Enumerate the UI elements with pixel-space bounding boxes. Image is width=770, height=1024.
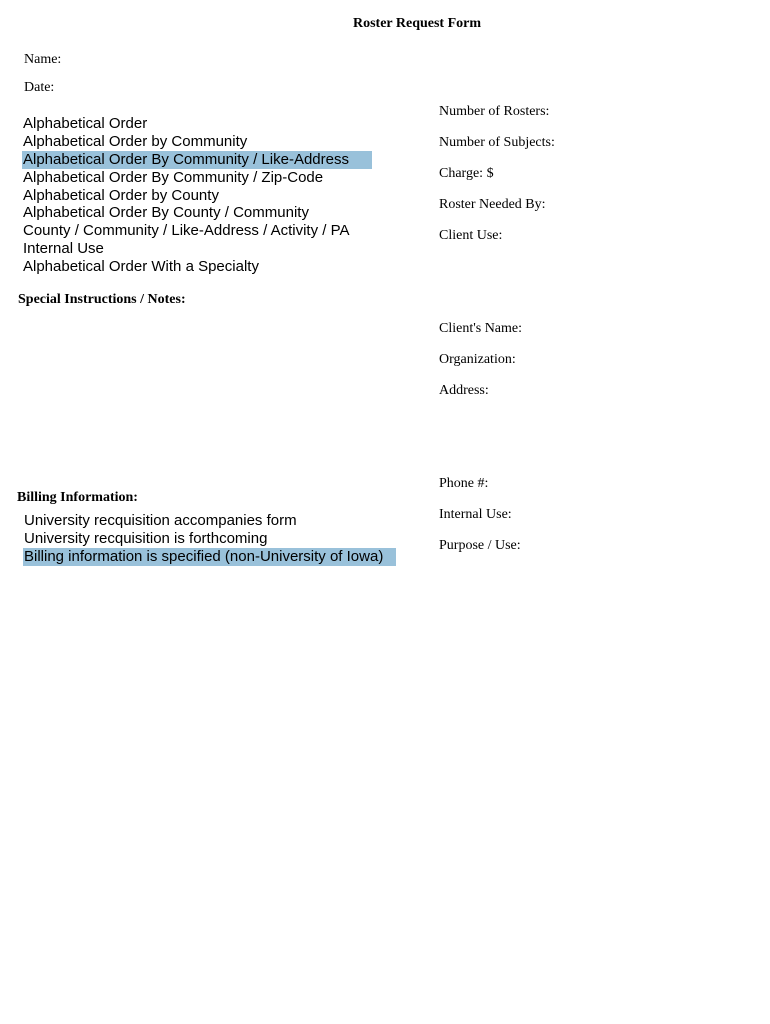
special-instructions-label: Special Instructions / Notes:	[18, 292, 186, 307]
sort-order-option[interactable]: Alphabetical Order By County / Community	[23, 204, 309, 222]
sort-order-listbox[interactable]	[22, 115, 372, 276]
sort-order-option[interactable]: Alphabetical Order by County	[23, 186, 219, 204]
sort-order-option[interactable]: Alphabetical Order By Community / Zip-Code	[23, 168, 324, 186]
phone-label: Phone #:	[439, 476, 489, 491]
charge-label: Charge: $	[439, 166, 494, 181]
roster-needed-by-label: Roster Needed By:	[439, 197, 546, 212]
billing-information-label: Billing Information:	[17, 490, 138, 505]
number-of-rosters-label: Number of Rosters:	[439, 104, 550, 119]
number-of-subjects-label: Number of Subjects:	[439, 135, 555, 150]
billing-listbox[interactable]	[23, 512, 396, 566]
sort-order-option[interactable]: Internal Use	[23, 240, 104, 258]
billing-option[interactable]: University recquisition is forthcoming	[24, 529, 268, 547]
sort-order-option[interactable]: Alphabetical Order By Community / Like-Address	[22, 151, 372, 169]
billing-option[interactable]: Billing information is specified (non-University of Iowa)	[23, 548, 396, 566]
sort-order-option[interactable]: County / Community / Like-Address / Activity / PA	[23, 222, 350, 240]
organization-label: Organization:	[439, 352, 516, 367]
sort-order-option[interactable]: Alphabetical Order With a Specialty	[23, 258, 259, 276]
client-use-label: Client Use:	[439, 228, 503, 243]
address-label: Address:	[439, 383, 489, 398]
form-title: Roster Request Form	[352, 16, 482, 31]
billing-option[interactable]: University recquisition accompanies form	[24, 512, 297, 529]
internal-use-label: Internal Use:	[439, 507, 512, 522]
purpose-use-label: Purpose / Use:	[439, 538, 521, 553]
date-field-label: Date:	[24, 80, 55, 95]
sort-order-option[interactable]: Alphabetical Order	[23, 115, 148, 132]
name-field-label: Name:	[24, 52, 62, 67]
clients-name-label: Client's Name:	[439, 321, 523, 336]
sort-order-option[interactable]: Alphabetical Order by Community	[23, 132, 248, 150]
